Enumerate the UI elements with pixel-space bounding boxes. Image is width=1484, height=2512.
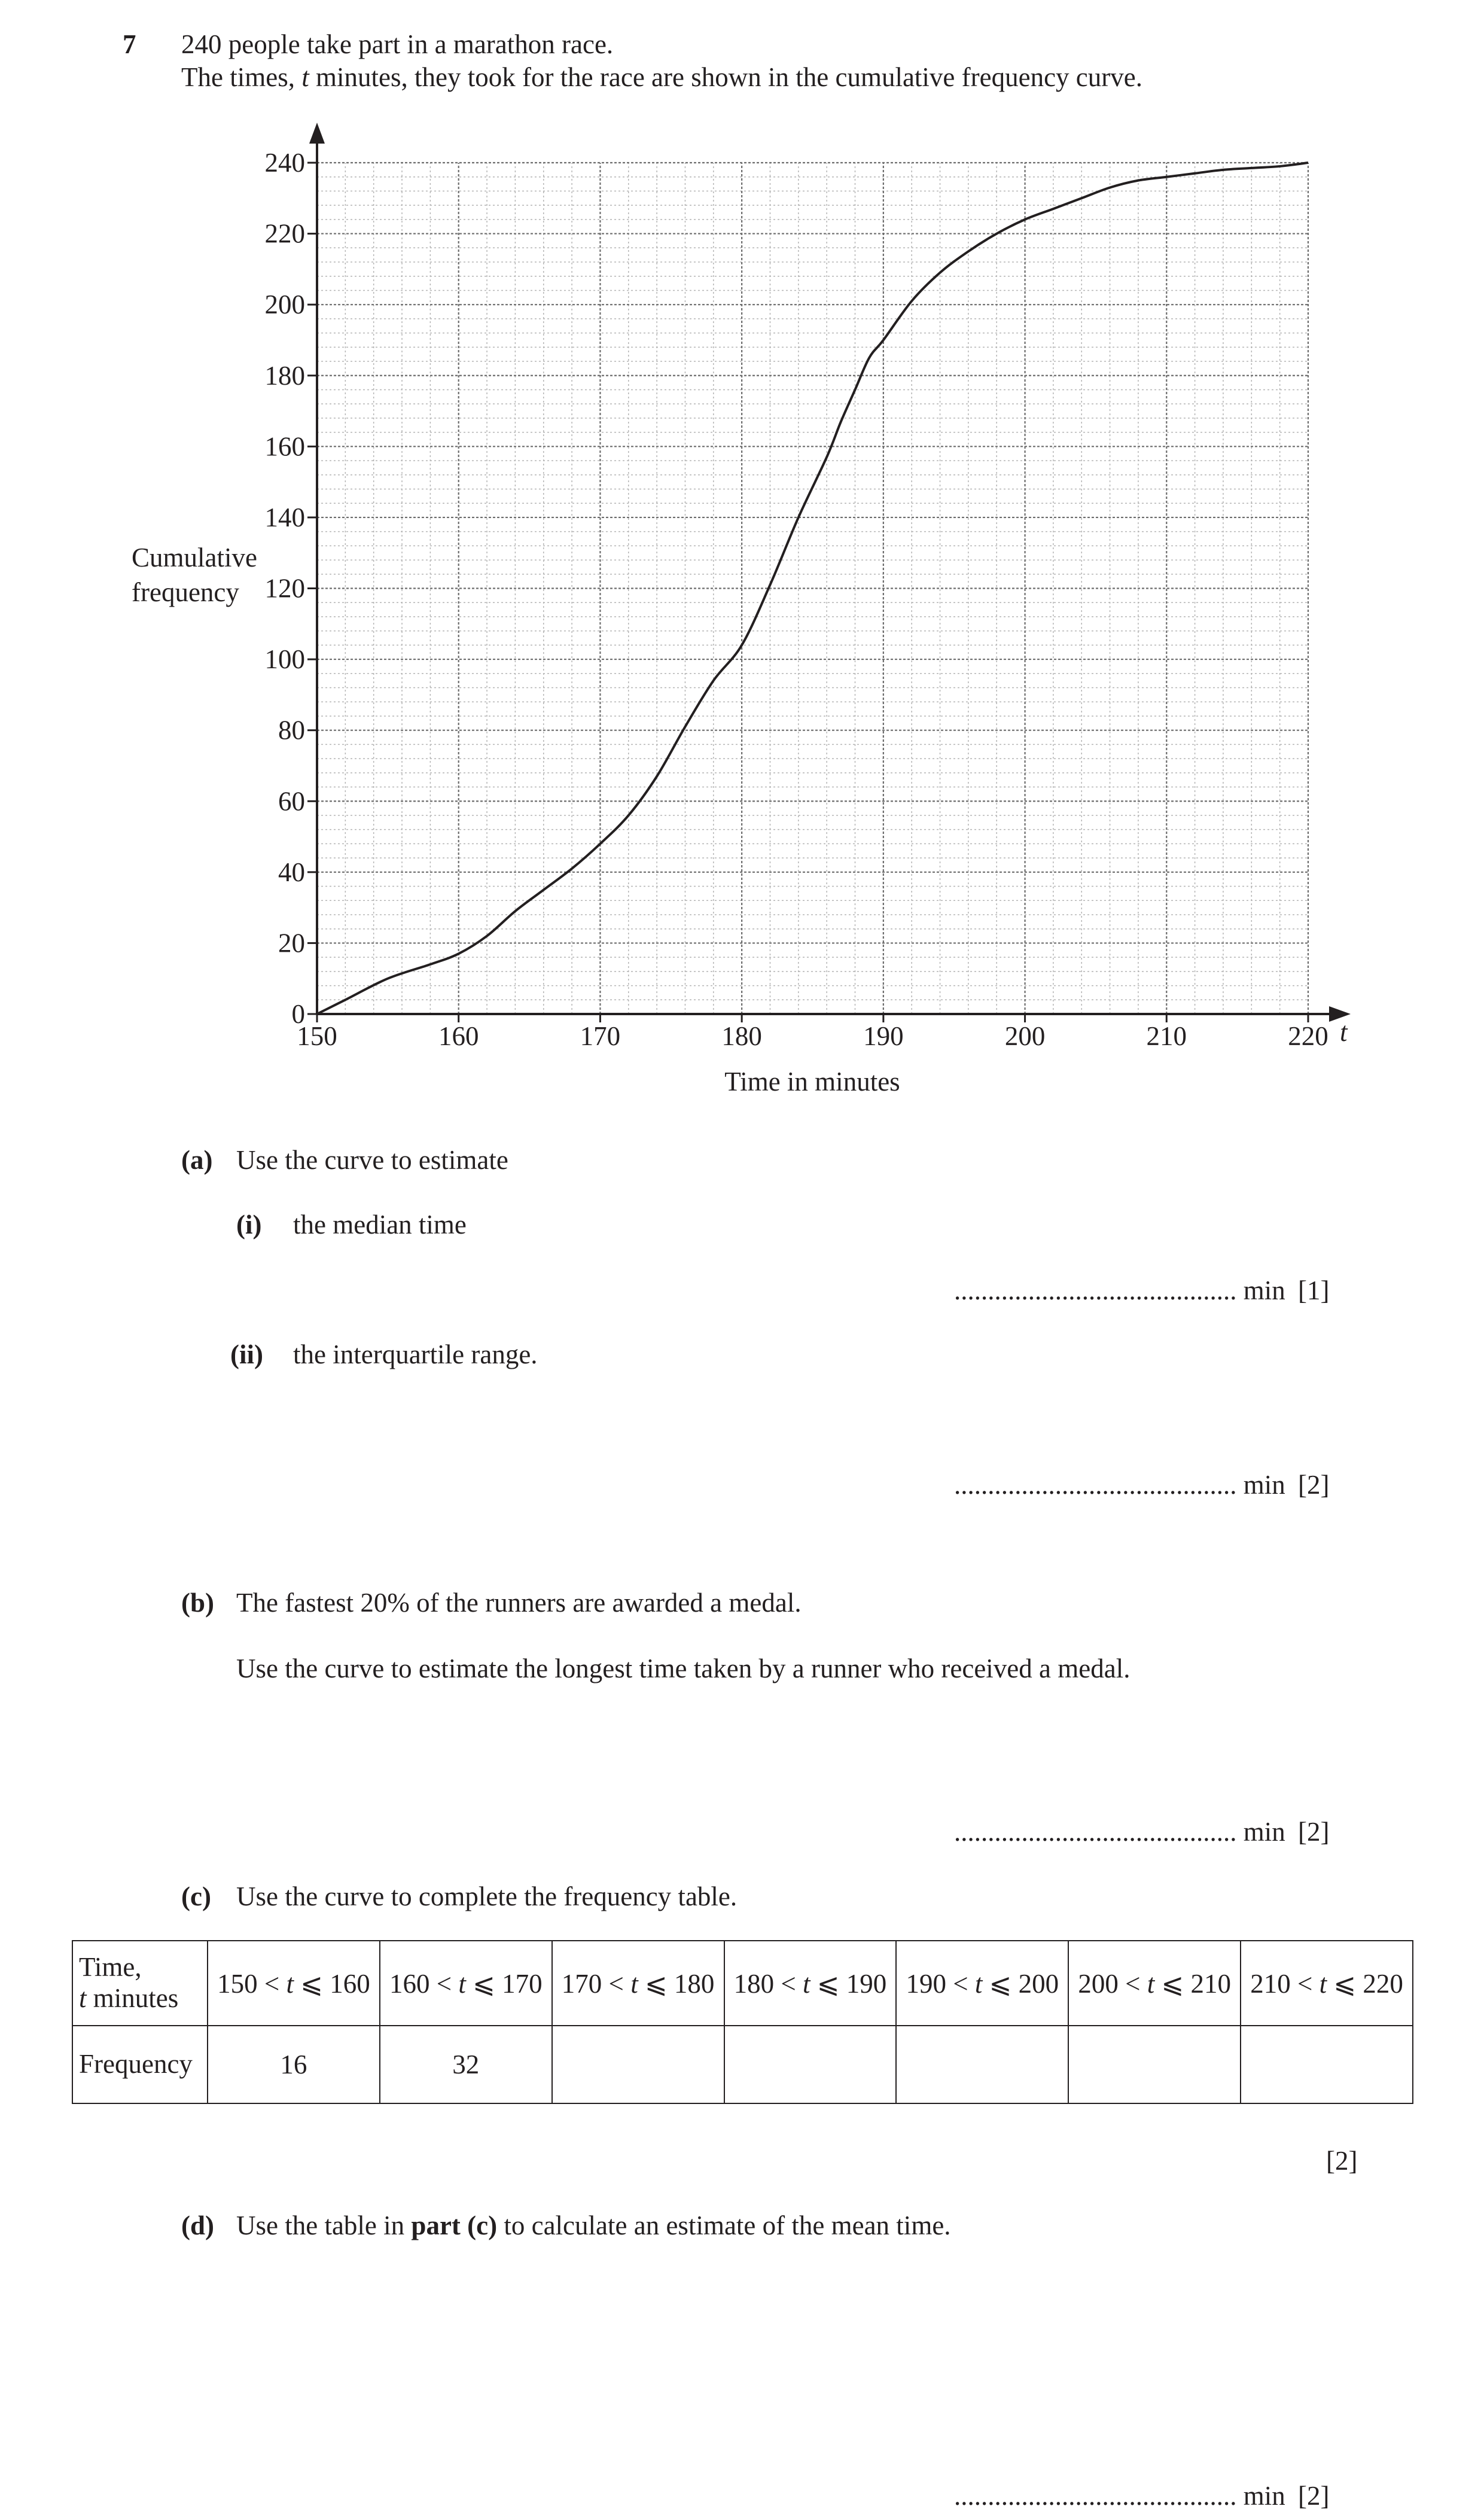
- frequency-cell-empty[interactable]: [724, 2026, 897, 2103]
- part-b-line2: Use the curve to estimate the longest time taken by a runner who received a medal.: [236, 1654, 1130, 1683]
- x-tick-label: 180: [721, 1021, 762, 1051]
- row-label-frequency: Frequency: [72, 2026, 208, 2103]
- interval-upper: ⩽ 160: [294, 1968, 370, 1999]
- interval-var: t: [1319, 1968, 1327, 1999]
- axes: [309, 123, 1351, 1022]
- y-tick-label: 40: [278, 857, 305, 887]
- header-line2: minutes: [86, 1983, 179, 2013]
- frequency-cell-empty[interactable]: [1241, 2026, 1413, 2103]
- table-header-time: [72, 1941, 208, 2026]
- interval-upper: ⩽ 220: [1327, 1968, 1403, 1999]
- answer-unit: min: [1243, 1470, 1285, 1500]
- interval-cell: [380, 1941, 552, 2026]
- answer-dots: ..........................................: [954, 2481, 1237, 2511]
- y-tick-label: 60: [278, 786, 305, 817]
- y-axis-label-line2: frequency: [132, 577, 239, 607]
- x-axis-variable: t: [1340, 1017, 1348, 1047]
- question-number: 7: [123, 29, 136, 59]
- interval-cell: [1068, 1941, 1241, 2026]
- interval-upper: ⩽ 170: [465, 1968, 543, 1999]
- interval-lower: 210 <: [1250, 1968, 1320, 1999]
- x-tick-label: 210: [1146, 1021, 1187, 1051]
- tick-marks: [307, 163, 1308, 1022]
- answer-dots: ..........................................: [954, 1275, 1237, 1305]
- marks: [2]: [1298, 1470, 1330, 1500]
- marks: [2]: [1298, 1817, 1330, 1847]
- interval-lower: 200 <: [1078, 1968, 1147, 1999]
- part-d-text: [236, 2209, 951, 2242]
- interval-var: t: [458, 1968, 466, 1999]
- part-a-i-label: (i): [236, 1210, 262, 1240]
- table-frequency-row: [72, 2026, 1413, 2103]
- part-a-ii-label: (ii): [230, 1339, 263, 1369]
- answer-unit: min: [1243, 1817, 1285, 1847]
- part-a-ii-text: the interquartile range.: [293, 1339, 538, 1369]
- part-c-text: Use the curve to complete the frequency table.: [236, 1881, 738, 1911]
- intro-line2-post: minutes, they took for the race are shown in the cumulative frequency curve.: [309, 62, 1142, 92]
- y-tick-label: 180: [264, 360, 305, 391]
- interval-cell: [724, 1941, 897, 2026]
- part-c-marks: [2]: [1326, 2146, 1358, 2176]
- part-d-post: to calculate an estimate of the mean time.: [497, 2210, 951, 2240]
- interval-lower: 190 <: [906, 1968, 975, 1999]
- interval-cell: [208, 1941, 380, 2026]
- y-tick-label: 120: [264, 573, 305, 604]
- y-tick-label: 220: [264, 218, 305, 249]
- y-tick-label: 140: [264, 502, 305, 532]
- intro-line2-pre: The times,: [181, 62, 302, 92]
- part-c-label: (c): [181, 1881, 211, 1911]
- part-b-label: (b): [181, 1588, 214, 1618]
- frequency-cell-empty[interactable]: [1068, 2026, 1241, 2103]
- table-header-row: [72, 1941, 1413, 2026]
- answer-line-a-i[interactable]: [954, 1274, 1330, 1307]
- interval-cell: [896, 1941, 1068, 2026]
- part-d-label: (d): [181, 2210, 214, 2240]
- y-tick-label: 80: [278, 715, 305, 745]
- y-tick-label: 0: [291, 999, 305, 1029]
- interval-var: t: [1147, 1968, 1155, 1999]
- marks: [1]: [1298, 1275, 1330, 1305]
- part-a-text: Use the curve to estimate: [236, 1145, 508, 1175]
- answer-unit: min: [1243, 2481, 1285, 2511]
- interval-cell: [1241, 1941, 1413, 2026]
- frequency-table: [72, 1940, 1413, 2104]
- y-tick-label: 240: [264, 148, 305, 178]
- interval-upper: ⩽ 190: [810, 1968, 887, 1999]
- answer-dots: ..........................................: [954, 1470, 1237, 1500]
- interval-lower: 150 <: [217, 1968, 287, 1999]
- part-a-label: (a): [181, 1145, 213, 1175]
- answer-dots: ..........................................: [954, 1817, 1237, 1847]
- frequency-cell-empty[interactable]: [552, 2026, 724, 2103]
- answer-unit: min: [1243, 1275, 1285, 1305]
- interval-lower: 170 <: [561, 1968, 631, 1999]
- interval-lower: 180 <: [733, 1968, 803, 1999]
- x-tick-label: 220: [1288, 1021, 1328, 1051]
- x-axis-label: Time in minutes: [724, 1067, 900, 1097]
- answer-line-d[interactable]: [954, 2480, 1330, 2512]
- interval-upper: ⩽ 180: [638, 1968, 715, 1999]
- part-b-line1: The fastest 20% of the runners are awarded a medal.: [236, 1588, 802, 1618]
- part-a-i-text: the median time: [293, 1210, 467, 1240]
- interval-lower: 160 <: [389, 1968, 459, 1999]
- interval-var: t: [974, 1968, 983, 1999]
- part-d-pre: Use the table in: [236, 2210, 412, 2240]
- y-tick-label: 20: [278, 928, 305, 958]
- x-tick-label: 170: [580, 1021, 621, 1051]
- frequency-cell: 16: [208, 2026, 380, 2103]
- interval-upper: ⩽ 200: [982, 1968, 1059, 1999]
- interval-upper: ⩽ 210: [1154, 1968, 1231, 1999]
- question-intro-line1: 240 people take part in a marathon race.: [181, 29, 614, 59]
- y-tick-label: 160: [264, 431, 305, 462]
- interval-var: t: [286, 1968, 294, 1999]
- x-tick-label: 160: [438, 1021, 479, 1051]
- tick-labels: [265, 148, 1328, 1051]
- interval-var: t: [803, 1968, 810, 1999]
- y-tick-label: 100: [264, 644, 305, 675]
- y-axis-label-line1: Cumulative: [132, 543, 257, 573]
- y-axis-arrow-icon: [309, 123, 325, 144]
- x-tick-label: 150: [297, 1021, 337, 1051]
- cumulative-frequency-chart: [0, 0, 1484, 1137]
- header-line1: Time,: [79, 1952, 142, 1983]
- interval-cell: [552, 1941, 724, 2026]
- answer-line-b[interactable]: [954, 1816, 1330, 1848]
- x-tick-label: 190: [863, 1021, 904, 1051]
- part-d-ref: part (c): [411, 2210, 498, 2240]
- intro-line2-var: t: [301, 62, 309, 92]
- x-tick-label: 200: [1004, 1021, 1046, 1051]
- interval-var: t: [630, 1968, 638, 1999]
- y-tick-label: 200: [264, 290, 305, 320]
- frequency-cell: 32: [380, 2026, 552, 2103]
- answer-line-a-ii[interactable]: [954, 1469, 1330, 1501]
- header-var: t: [79, 1983, 87, 2013]
- frequency-cell-empty[interactable]: [896, 2026, 1068, 2103]
- marks: [2]: [1298, 2481, 1330, 2511]
